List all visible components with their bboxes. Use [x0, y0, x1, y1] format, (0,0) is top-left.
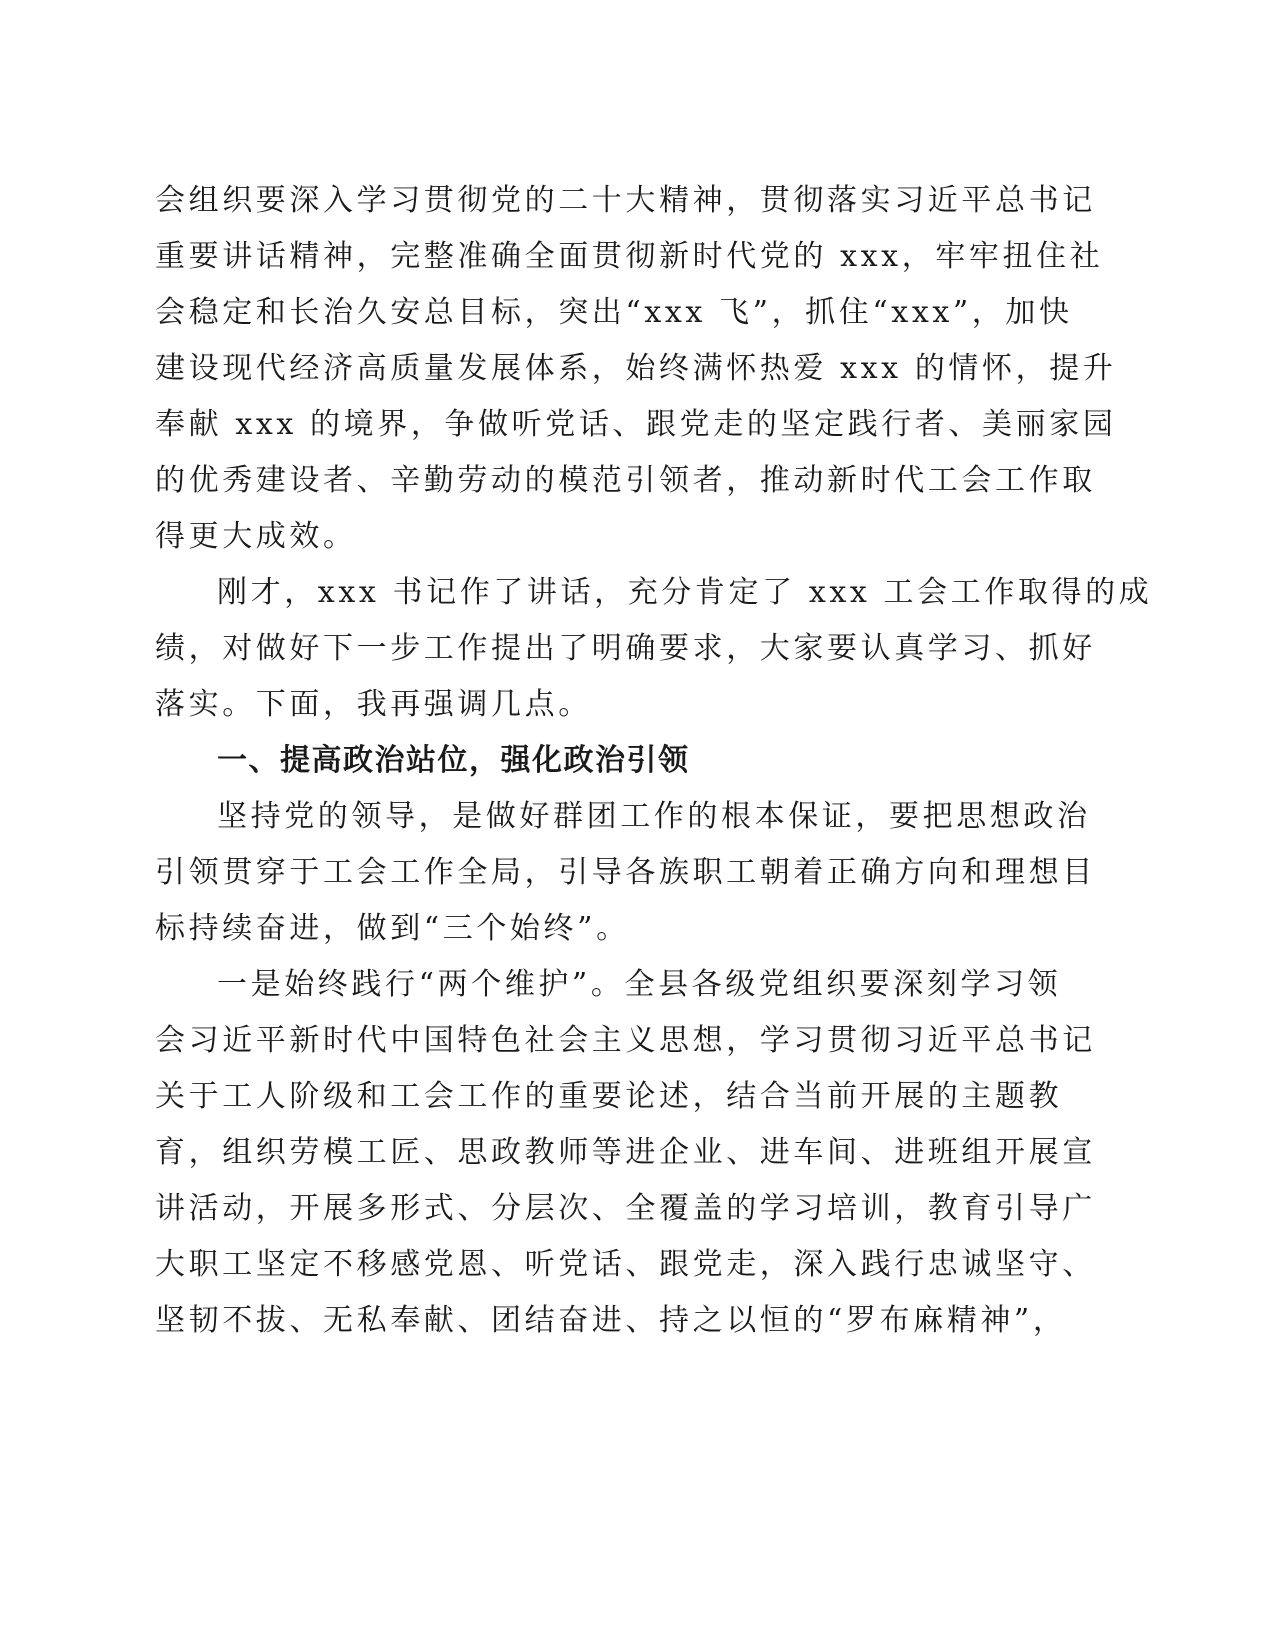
paragraph-4-line: 育，组织劳模工匠、思政教师等进企业、进车间、进班组开展宣 [155, 1135, 1096, 1170]
paragraph-3-line: 标持续奋进，做到“三个始终”。 [155, 911, 630, 946]
paragraph-4-line: 坚韧不拔、无私奉献、团结奋进、持之以恒的“罗布麻精神”， [155, 1303, 1067, 1338]
paragraph-4-line: 讲活动，开展多形式、分层次、全覆盖的学习培训，教育引导广 [155, 1191, 1096, 1226]
paragraph-2-line: 绩，对做好下一步工作提出了明确要求，大家要认真学习、抓好 [155, 631, 1096, 666]
section-heading: 一、提高政治站位，强化政治引领 [217, 743, 690, 778]
paragraph-1-line: 得更大成效。 [155, 519, 357, 554]
paragraph-1-line: 的优秀建设者、辛勤劳动的模范引领者，推动新时代工会工作取 [155, 463, 1096, 498]
paragraph-1-line: 奉献 xxx 的境界，争做听党话、跟党走的坚定践行者、美丽家园 [155, 407, 1117, 442]
paragraph-3-line: 引领贯穿于工会工作全局，引导各族职工朝着正确方向和理想目 [155, 855, 1096, 890]
paragraph-2-line: 刚才，xxx 书记作了讲话，充分肯定了 xxx 工会工作取得的成 [217, 575, 1153, 610]
paragraph-1-line: 建设现代经济高质量发展体系，始终满怀热爱 xxx 的情怀，提升 [155, 351, 1117, 386]
paragraph-2-line: 落实。下面，我再强调几点。 [155, 687, 592, 722]
paragraph-4-line: 关于工人阶级和工会工作的重要论述，结合当前开展的主题教 [155, 1079, 1063, 1114]
paragraph-1-line: 重要讲话精神，完整准确全面贯彻新时代党的 xxx，牢牢扭住社 [155, 239, 1104, 274]
paragraph-3-line: 坚持党的领导，是做好群团工作的根本保证，要把思想政治 [217, 799, 1091, 834]
paragraph-4-line: 一是始终践行“两个维护”。全县各级党组织要深刻学习领 [217, 967, 1062, 1002]
paragraph-1-line: 会稳定和长治久安总目标，突出“xxx 飞”，抓住“xxx”，加快 [155, 295, 1073, 330]
paragraph-1-line: 会组织要深入学习贯彻党的二十大精神，贯彻落实习近平总书记 [155, 183, 1096, 218]
paragraph-4-line: 会习近平新时代中国特色社会主义思想，学习贯彻习近平总书记 [155, 1023, 1096, 1058]
paragraph-4-line: 大职工坚定不移感党恩、听党话、跟党走，深入践行忠诚坚守、 [155, 1247, 1096, 1282]
